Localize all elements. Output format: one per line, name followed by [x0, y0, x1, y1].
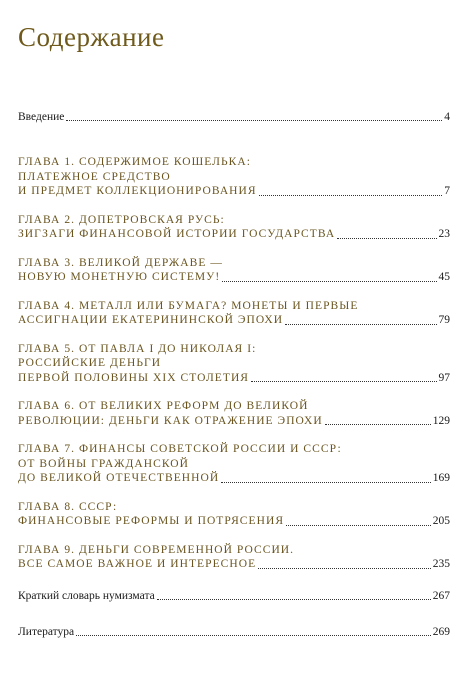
chapter-title-line: ПЛАТЕЖНОЕ СРЕДСТВО: [18, 170, 171, 183]
toc-chapter-7[interactable]: [18, 442, 450, 486]
toc-entry-intro[interactable]: [18, 110, 450, 124]
chapter-last-line: [18, 270, 450, 285]
toc-chapter-4[interactable]: [18, 299, 450, 328]
toc-entry-label: Литература: [18, 625, 75, 638]
chapter-title-line: ГЛАВА 1. СОДЕРЖИМОЕ КОШЕЛЬКА:: [18, 156, 252, 168]
toc-chapter-5[interactable]: [18, 342, 450, 386]
toc-page-number: 79: [438, 314, 450, 326]
chapter-title-line: РОССИЙСКИЕ ДЕНЬГИ: [18, 357, 162, 369]
leader-dots: [286, 524, 431, 526]
toc-page-number: 4: [444, 111, 450, 123]
toc-page-number: 45: [438, 271, 450, 283]
toc-page-number: 7: [444, 185, 450, 197]
leader-dots: [76, 634, 431, 636]
leader-dots: [258, 567, 431, 569]
toc-entry-label: Введение: [18, 111, 65, 123]
chapter-title-line: ДО ВЕЛИКОЙ ОТЕЧЕСТВЕННОЙ: [18, 472, 220, 484]
toc-page-number: 97: [438, 371, 450, 384]
leader-dots: [325, 423, 431, 425]
toc-chapter-1[interactable]: [18, 155, 450, 199]
chapter-title-line: НОВУЮ МОНЕТНУЮ СИСТЕМУ!: [18, 271, 221, 283]
chapter-title-line: ПЕРВОЙ ПОЛОВИНЫ XIX СТОЛЕТИЯ: [18, 371, 250, 384]
toc-entry-label: Краткий словарь нумизмата: [18, 589, 155, 602]
leader-dots: [157, 598, 431, 600]
chapter-last-line: [18, 514, 450, 529]
leader-dots: [66, 119, 442, 121]
chapter-title-line: АССИГНАЦИИ ЕКАТЕРИНИНСКОЙ ЭПОХИ: [18, 314, 284, 326]
leader-dots: [285, 323, 436, 325]
chapter-title-line: ГЛАВА 7. ФИНАНСЫ СОВЕТСКОЙ РОССИИ И СССР:: [18, 443, 342, 455]
chapter-title-line: ОТ ВОЙНЫ ГРАЖДАНСКОЙ: [18, 457, 189, 470]
chapter-last-line: [18, 471, 450, 486]
chapter-title-line: ГЛАВА 5. ОТ ПАВЛА I ДО НИКОЛАЯ I:: [18, 342, 257, 355]
toc-chapter-6[interactable]: [18, 399, 450, 428]
chapter-title-line: РЕВОЛЮЦИИ: ДЕНЬГИ КАК ОТРАЖЕНИЕ ЭПОХИ: [18, 414, 323, 427]
chapter-title-line: ГЛАВА 9. ДЕНЬГИ СОВРЕМЕННОЙ РОССИИ.: [18, 543, 295, 556]
toc-entry-literature[interactable]: [18, 625, 450, 639]
chapter-last-line: [18, 184, 450, 199]
toc-entry-dictionary[interactable]: [18, 589, 450, 603]
chapter-last-line: [18, 557, 450, 572]
chapter-title-line: ГЛАВА 6. ОТ ВЕЛИКИХ РЕФОРМ ДО ВЕЛИКОЙ: [18, 400, 309, 412]
chapter-title-line: ЗИГЗАГИ ФИНАНСОВОЙ ИСТОРИИ ГОСУДАРСТВА: [18, 228, 336, 240]
chapter-last-line: [18, 227, 450, 242]
chapter-title-line: ФИНАНСОВЫЕ РЕФОРМЫ И ПОТРЯСЕНИЯ: [18, 515, 285, 527]
toc-chapter-3[interactable]: [18, 256, 450, 285]
toc-page-number: 169: [432, 472, 450, 484]
toc-page-number: 235: [432, 558, 450, 570]
chapter-title-line: ГЛАВА 3. ВЕЛИКОЙ ДЕРЖАВЕ —: [18, 256, 223, 269]
leader-dots: [337, 237, 436, 239]
chapter-last-line: [18, 414, 450, 429]
toc-page-number: 205: [432, 515, 450, 527]
toc-page-number: 269: [432, 625, 450, 638]
toc-page-number: 23: [438, 228, 450, 240]
leader-dots: [222, 280, 436, 282]
chapter-list: [18, 155, 450, 572]
toc-chapter-2[interactable]: [18, 213, 450, 242]
chapter-title-line: ГЛАВА 8. СССР:: [18, 500, 118, 513]
table-of-contents: [18, 110, 450, 639]
toc-page-number: 129: [432, 414, 450, 427]
toc-chapter-9[interactable]: [18, 543, 450, 572]
chapter-title-line: ВСЕ САМОЕ ВАЖНОЕ И ИНТЕРЕСНОЕ: [18, 558, 257, 570]
chapter-title-line: И ПРЕДМЕТ КОЛЛЕКЦИОНИРОВАНИЯ: [18, 185, 257, 197]
chapter-title-line: ГЛАВА 2. ДОПЕТРОВСКАЯ РУСЬ:: [18, 213, 225, 226]
leader-dots: [259, 194, 443, 196]
leader-dots: [251, 380, 436, 382]
leader-dots: [221, 481, 431, 483]
toc-chapter-8[interactable]: [18, 500, 450, 529]
page-title: Содержание: [18, 22, 165, 52]
toc-page-number: 267: [432, 589, 450, 602]
chapter-last-line: [18, 371, 450, 386]
chapter-title-line: ГЛАВА 4. МЕТАЛЛ ИЛИ БУМАГА? МОНЕТЫ И ПЕРВЫЕ: [18, 299, 359, 312]
chapter-last-line: [18, 313, 450, 328]
